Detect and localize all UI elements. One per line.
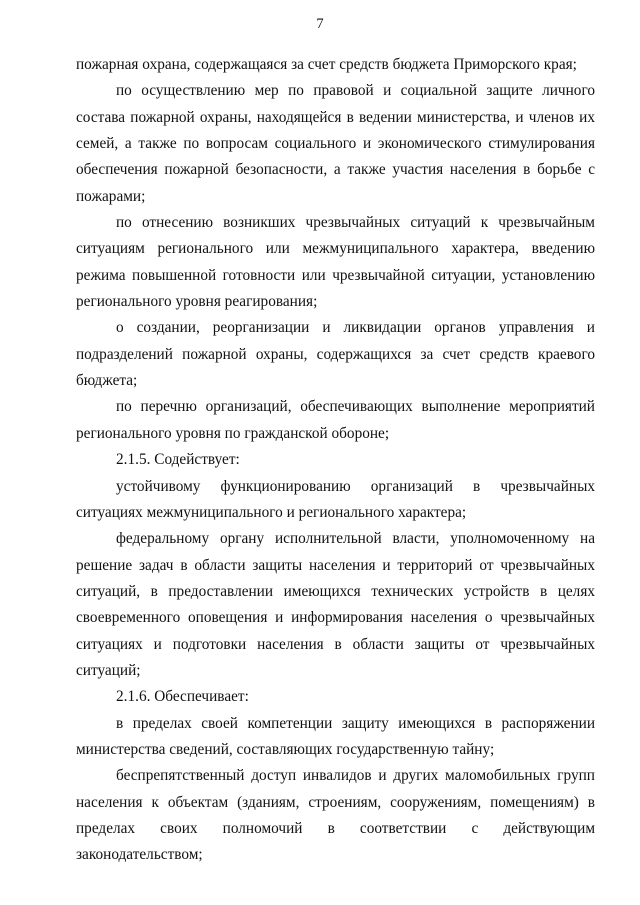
paragraph-fire-units-creation: о создании, реорганизации и ликвидации органов управления и подразделений пожарной охраны, содержащихся за счет средств краевого бюджета; xyxy=(76,319,595,390)
section-heading-2-1-5: 2.1.5. Содействует: xyxy=(116,451,240,469)
paragraph-federal-body-assistance: федеральному органу исполнительной власти, уполномоченному на решение задач в области защиты населения и территорий от чрезвычайных ситуаций, в предоставлении имеющихся технических устройств в целях своевременного оповещения и информирования населения о чрезвычайных ситуациях и подготовки населения в области защиты от чрезвычайных ситуаций; xyxy=(76,530,595,679)
paragraph-social-protection: по осуществлению мер по правовой и социальной защите личного состава пожарной охраны, находящейся в ведении министерства, и членов их семей, а также по вопросам социального и экономического стимулирования обеспечения пожарной безопасности, а также участия населения в борьбе с пожарами; xyxy=(76,82,595,205)
paragraph-state-secret-protection: в пределах своей компетенции защиту имеющихся в распоряжении министерства сведений, составляющих государственную тайну; xyxy=(76,714,595,758)
paragraph-sustainable-functioning: устойчивому функционированию организаций в чрезвычайных ситуациях межмуниципального и регионального характера; xyxy=(76,477,595,521)
section-heading-2-1-6: 2.1.6. Обеспечивает: xyxy=(116,688,249,706)
paragraph-accessibility: беспрепятственный доступ инвалидов и других маломобильных групп населения к объектам (зданиям, строениям, сооружениям, помещениям) в пределах своих полномочий в соответствии с действующим законодательством; xyxy=(76,767,595,864)
paragraph-emergency-classification: по отнесению возникших чрезвычайных ситуаций к чрезвычайным ситуациям регионального или межмуниципального характера, введению режима повышенной готовности или чрезвычайной ситуации, установлению регионального уровня реагирования; xyxy=(76,214,595,311)
document-body xyxy=(76,52,595,869)
paragraph-fire-service-budget: пожарная охрана, содержащаяся за счет средств бюджета Приморского края; xyxy=(76,56,577,73)
paragraph-civil-defense-organizations: по перечню организаций, обеспечивающих выполнение мероприятий регионального уровня по гражданской обороне; xyxy=(76,398,595,442)
page-number: 7 xyxy=(316,16,324,32)
